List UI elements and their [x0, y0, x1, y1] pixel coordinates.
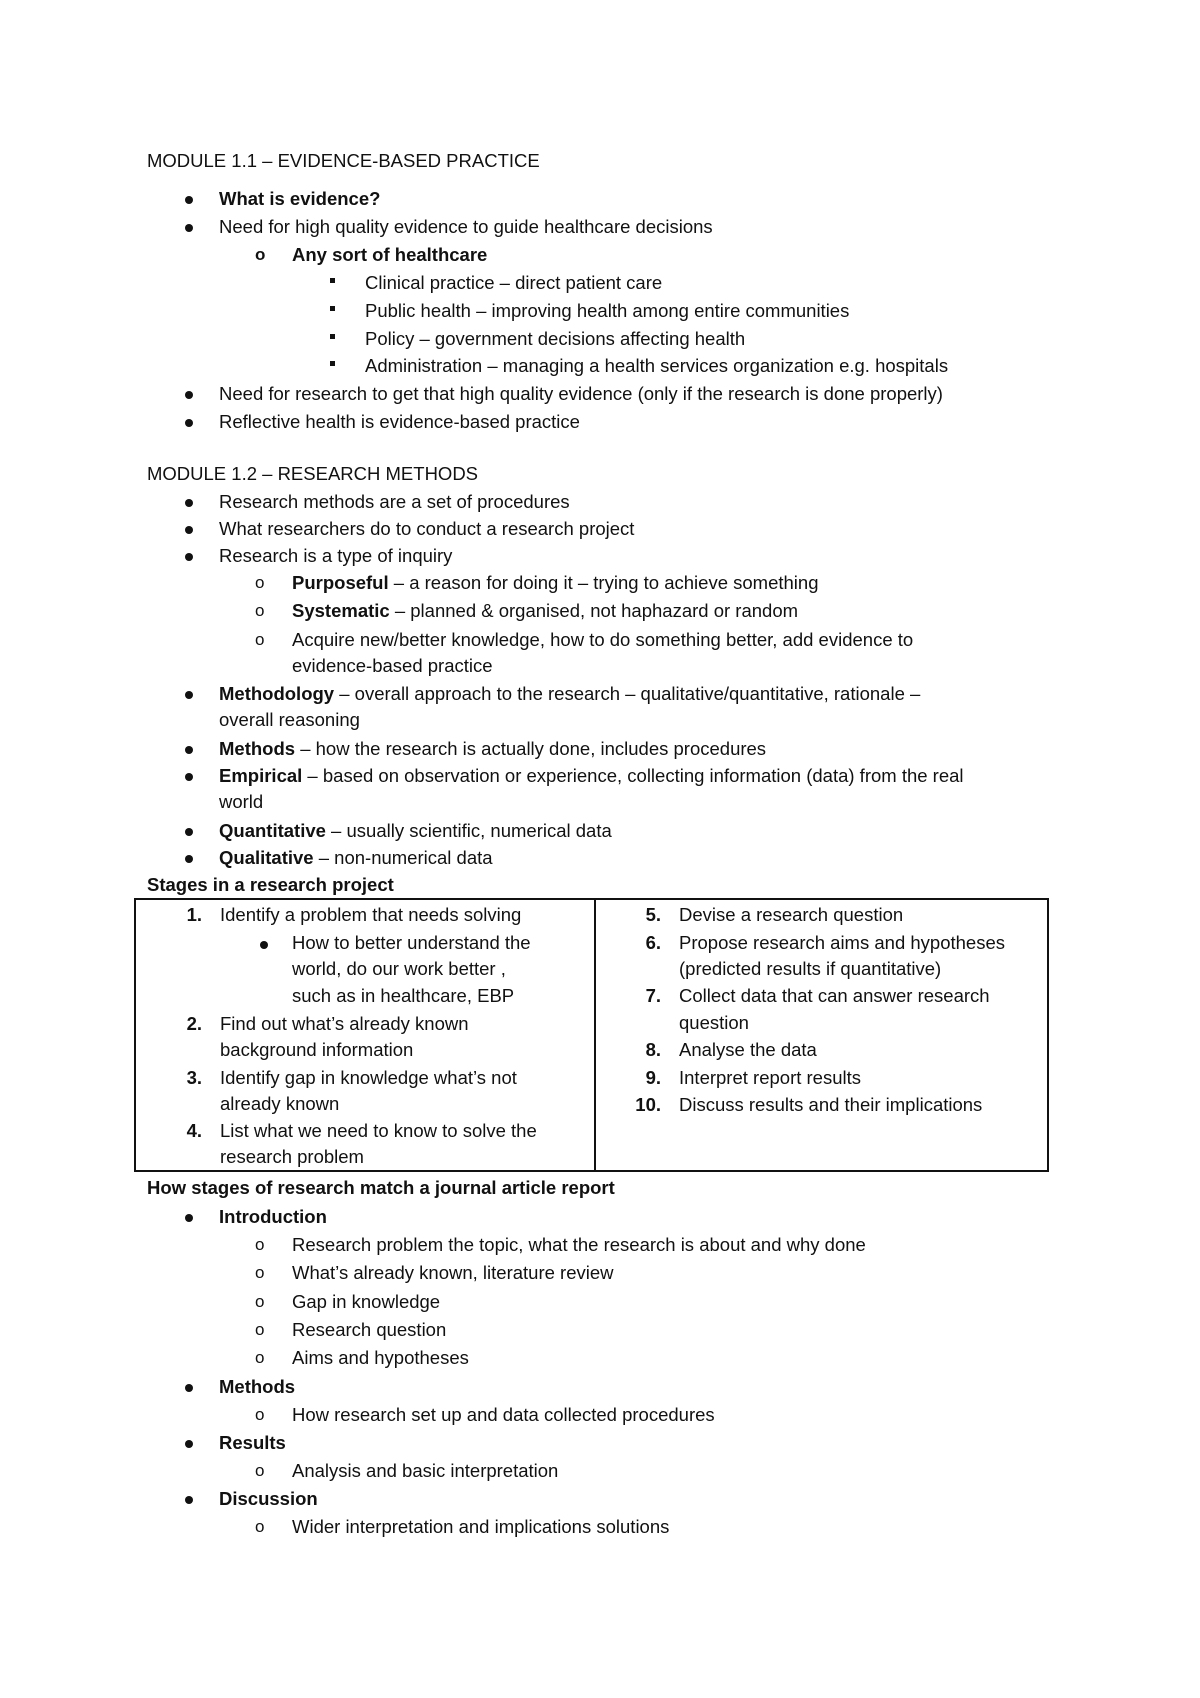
- circle-bullet-icon: o: [255, 1348, 265, 1367]
- bullet-empirical-line1: [219, 763, 964, 789]
- bullet-need-quality: Need for high quality evidence to guide healthcare decisions: [219, 216, 713, 237]
- module-1-2-title: MODULE 1.2 – RESEARCH METHODS: [147, 463, 479, 484]
- bullet-icon: [185, 1485, 193, 1511]
- bullet-icon: [185, 1373, 193, 1399]
- stage-9-text: Interpret report results: [679, 1067, 861, 1088]
- stages-heading: Stages in a research project: [147, 874, 394, 895]
- bullet-methodology-line2: overall reasoning: [219, 709, 360, 730]
- stage-6-line2: (predicted results if quantitative): [679, 958, 942, 979]
- bullet-research-methods-procedures: Research methods are a set of procedures: [219, 491, 570, 512]
- bullet-icon: [185, 542, 193, 568]
- sub-bullet-acquire-line2: evidence-based practice: [292, 655, 493, 676]
- term-methods: Methods: [219, 738, 296, 759]
- intro-item: Aims and hypotheses: [292, 1347, 469, 1368]
- stage-7-line1: Collect data that can answer research: [679, 985, 990, 1006]
- stages-table: [134, 898, 1049, 1172]
- journal-discussion: Discussion: [219, 1488, 318, 1509]
- bullet-quantitative: [219, 818, 612, 844]
- square-bullet-icon: [330, 320, 335, 346]
- square-bullet-icon: [330, 347, 335, 373]
- circle-bullet-icon: o: [255, 1320, 265, 1339]
- healthcare-type-administration: Administration – managing a health services organization e.g. hospitals: [365, 355, 949, 376]
- intro-item: Gap in knowledge: [292, 1291, 441, 1312]
- empirical-definition: – based on observation or experience, collecting information (data) from the real: [302, 765, 964, 786]
- table-column-divider: [594, 900, 596, 1170]
- sub-bullet-purposeful: [292, 570, 819, 596]
- circle-bullet-icon: o: [255, 1263, 265, 1282]
- bullet-what-researchers-do: What researchers do to conduct a research project: [219, 518, 635, 539]
- stage-number: 6.: [645, 932, 661, 953]
- stage-3-line1: Identify gap in knowledge what’s not: [220, 1067, 517, 1088]
- results-item: Analysis and basic interpretation: [292, 1460, 559, 1481]
- healthcare-type-policy: Policy – government decisions affecting health: [365, 328, 746, 349]
- bullet-icon: [185, 515, 193, 541]
- bullet-qualitative: [219, 845, 493, 871]
- qualitative-definition: – non-numerical data: [313, 847, 493, 868]
- intro-item: What’s already known, literature review: [292, 1262, 614, 1283]
- stage-1-text: Identify a problem that needs solving: [220, 904, 522, 925]
- systematic-definition: – planned & organised, not haphazard or random: [389, 600, 799, 621]
- stage-number: 2.: [186, 1013, 202, 1034]
- bullet-what-is-evidence: What is evidence?: [219, 188, 381, 209]
- bullet-methodology-line1: [219, 681, 920, 707]
- stage-number: 4.: [186, 1120, 202, 1141]
- stage-number: 1.: [186, 904, 202, 925]
- stage-7-line2: question: [679, 1012, 749, 1033]
- stage-number: 8.: [645, 1039, 661, 1060]
- methods-item: How research set up and data collected procedures: [292, 1404, 715, 1425]
- stage-1-sub-line1: How to better understand the: [292, 932, 531, 953]
- circle-bullet-icon: o: [255, 1235, 265, 1254]
- stage-5-text: Devise a research question: [679, 904, 904, 925]
- stage-number: 9.: [645, 1067, 661, 1088]
- healthcare-type-public-health: Public health – improving health among entire communities: [365, 300, 850, 321]
- stage-3-line2: already known: [220, 1093, 340, 1114]
- square-bullet-icon: [330, 292, 335, 318]
- circle-bullet-icon: o: [255, 245, 266, 264]
- bullet-icon: [185, 762, 193, 788]
- stage-2-line2: background information: [220, 1039, 414, 1060]
- bullet-type-of-inquiry: Research is a type of inquiry: [219, 545, 453, 566]
- bullet-empirical-line2: world: [219, 791, 264, 812]
- stage-number: 7.: [645, 985, 661, 1006]
- square-bullet-icon: [330, 264, 335, 290]
- bullet-icon: [185, 213, 193, 239]
- journal-introduction: Introduction: [219, 1206, 327, 1227]
- bullet-need-research: Need for research to get that high quality evidence (only if the research is done properly): [219, 383, 943, 404]
- term-qualitative: Qualitative: [219, 847, 314, 868]
- term-systematic: Systematic: [292, 600, 390, 621]
- term-methodology: Methodology: [219, 683, 335, 704]
- bullet-icon: [185, 817, 193, 843]
- bullet-icon: [185, 844, 193, 870]
- bullet-icon: [185, 1203, 193, 1229]
- bullet-icon: [185, 185, 193, 211]
- quantitative-definition: – usually scientific, numerical data: [325, 820, 612, 841]
- journal-results: Results: [219, 1432, 286, 1453]
- circle-bullet-icon: o: [255, 601, 265, 620]
- stage-4-line1: List what we need to know to solve the: [220, 1120, 537, 1141]
- circle-bullet-icon: o: [255, 1292, 265, 1311]
- term-purposeful: Purposeful: [292, 572, 389, 593]
- circle-bullet-icon: o: [255, 1405, 265, 1424]
- healthcare-type-clinical: Clinical practice – direct patient care: [365, 272, 663, 293]
- bullet-icon: [260, 930, 268, 956]
- sub-bullet-acquire-line1: Acquire new/better knowledge, how to do something better, add evidence to: [292, 629, 914, 650]
- methods-definition: – how the research is actually done, includes procedures: [295, 738, 767, 759]
- bullet-icon: [185, 380, 193, 406]
- intro-item: Research question: [292, 1319, 447, 1340]
- circle-bullet-icon: o: [255, 1517, 265, 1536]
- journal-methods: Methods: [219, 1376, 296, 1397]
- methodology-definition: – overall approach to the research – qualitative/quantitative, rationale –: [334, 683, 921, 704]
- circle-bullet-icon: o: [255, 573, 265, 592]
- stage-4-line2: research problem: [220, 1146, 364, 1167]
- stage-1-sub-line2: world, do our work better ,: [292, 958, 506, 979]
- circle-bullet-icon: o: [255, 1461, 265, 1480]
- bullet-reflective: Reflective health is evidence-based practice: [219, 411, 580, 432]
- stage-10-text: Discuss results and their implications: [679, 1094, 983, 1115]
- bullet-icon: [185, 488, 193, 514]
- stage-number: 5.: [645, 904, 661, 925]
- intro-item: Research problem the topic, what the research is about and why done: [292, 1234, 866, 1255]
- module-1-1-title: MODULE 1.1 – EVIDENCE-BASED PRACTICE: [147, 150, 540, 171]
- stage-8-text: Analyse the data: [679, 1039, 817, 1060]
- stage-number: 3.: [186, 1067, 202, 1088]
- term-quantitative: Quantitative: [219, 820, 326, 841]
- bullet-icon: [185, 1429, 193, 1455]
- bullet-methods: [219, 736, 766, 762]
- term-empirical: Empirical: [219, 765, 303, 786]
- sub-bullet-systematic: [292, 598, 798, 624]
- stage-6-line1: Propose research aims and hypotheses: [679, 932, 1005, 953]
- stage-1-sub-line3: such as in healthcare, EBP: [292, 985, 515, 1006]
- bullet-icon: [185, 680, 193, 706]
- sub-bullet-any-sort: Any sort of healthcare: [292, 244, 488, 265]
- discussion-item: Wider interpretation and implications solutions: [292, 1516, 670, 1537]
- bullet-icon: [185, 408, 193, 434]
- purposeful-definition: – a reason for doing it – trying to achieve something: [388, 572, 819, 593]
- circle-bullet-icon: o: [255, 630, 265, 649]
- stage-number: 10.: [635, 1094, 661, 1115]
- stage-2-line1: Find out what’s already known: [220, 1013, 469, 1034]
- journal-heading: How stages of research match a journal article report: [147, 1177, 615, 1198]
- bullet-icon: [185, 735, 193, 761]
